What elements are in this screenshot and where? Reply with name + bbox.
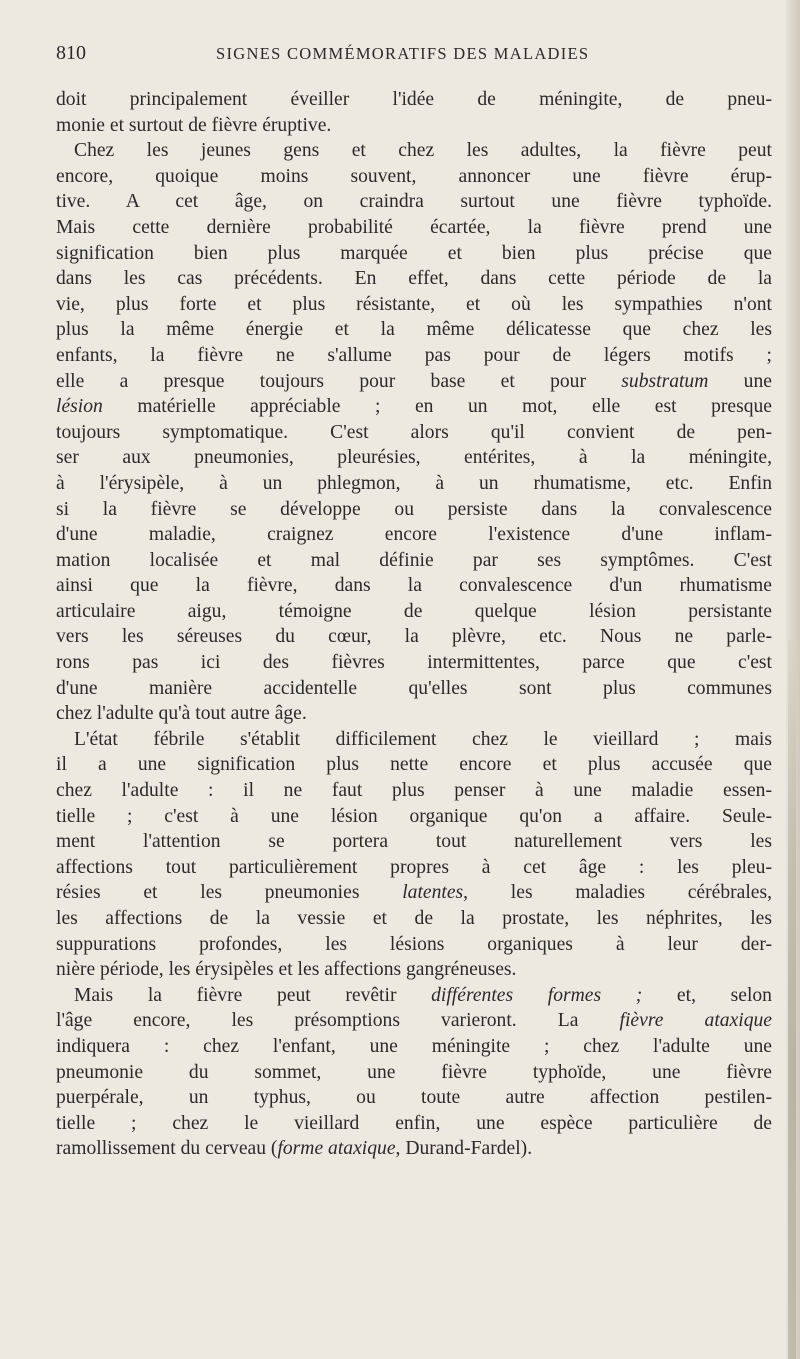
page-edge-shadow — [788, 640, 796, 1359]
text-line — [56, 1008, 772, 1034]
text-line: ser aux pneumonies, pleurésies, entérites, à la méningite, — [56, 447, 772, 469]
italic-term: lésion — [56, 396, 103, 418]
text-segment: elle a presque toujours pour base et pour — [56, 370, 622, 392]
text-segment: ramollissement du cerveau ( — [56, 1138, 278, 1160]
running-title: SIGNES COMMÉMORATIFS DES MALADIES — [216, 44, 590, 63]
page-number: 810 — [56, 42, 86, 64]
italic-term: substratum — [621, 370, 709, 392]
text-line: plus la même énergie et la même délicatesse que chez les — [56, 319, 772, 341]
italic-term: forme ataxique — [277, 1138, 396, 1160]
text-line: tielle ; chez le vieillard enfin, une espèce particulière de — [56, 1112, 772, 1134]
text-line: ment l'attention se portera tout naturellement vers les — [56, 831, 772, 853]
text-line — [56, 394, 772, 420]
text-line: si la fièvre se développe ou persiste dans la convalescence — [56, 498, 772, 520]
text-segment: résies et les pneumonies — [56, 882, 403, 904]
text-segment: , Durand-Fardel). — [395, 1138, 533, 1160]
text-line: articulaire aigu, témoigne de quelque lésion persistante — [56, 600, 772, 622]
text-line: tielle ; c'est à une lésion organique qu'on a affaire. Seule- — [56, 805, 772, 827]
text-line: enfants, la fièvre ne s'allume pas pour de légers motifs ; — [56, 344, 772, 366]
text-line: vie, plus forte et plus résistante, et où les sympathies n'ont — [56, 293, 772, 315]
text-line: Mais cette dernière probabilité écartée, la fièvre prend une — [56, 216, 772, 238]
body-text — [56, 87, 772, 1162]
text-line — [56, 983, 772, 1009]
text-line: L'état fébrile s'établit difficilement chez le vieillard ; mais — [74, 728, 772, 750]
text-line: tive. A cet âge, on craindra surtout une fièvre typhoïde. — [56, 191, 772, 213]
text-line: chez l'adulte qu'à tout autre âge. — [56, 703, 307, 725]
text-line: pneumonie du sommet, une fièvre typhoïde, une fièvre — [56, 1061, 772, 1083]
text-line: doit principalement éveiller l'idée de méningite, de pneu- — [56, 89, 772, 110]
text-line: affections tout particulièrement propres à cet âge : les pleu- — [56, 856, 772, 878]
text-line: encore, quoique moins souvent, annoncer une fièvre érup- — [56, 165, 772, 187]
text-line: Chez les jeunes gens et chez les adultes, la fièvre peut — [74, 140, 772, 162]
text-line: dans les cas précédents. En effet, dans cette période de la — [56, 268, 772, 290]
text-line: rons pas ici des fièvres intermittentes, parce que c'est — [56, 652, 772, 674]
italic-term: latentes — [402, 882, 464, 904]
text-line: signification bien plus marquée et bien plus précise que — [56, 242, 772, 264]
text-segment: une — [708, 370, 772, 392]
text-line: monie et surtout de fièvre éruptive. — [56, 114, 332, 136]
text-line: vers les séreuses du cœur, la plèvre, etc. Nous ne parle- — [56, 626, 772, 648]
text-segment: , les maladies cérébrales, — [463, 882, 772, 904]
text-line: à l'érysipèle, à un phlegmon, à un rhumatisme, etc. Enfin — [56, 472, 772, 494]
text-line — [56, 880, 772, 906]
text-line: indiquera : chez l'enfant, une méningite ; chez l'adulte une — [56, 1035, 772, 1057]
text-line — [56, 1136, 772, 1162]
text-line: toujours symptomatique. C'est alors qu'il convient de pen- — [56, 421, 772, 443]
italic-term: fièvre ataxique — [619, 1010, 772, 1032]
text-segment: Mais la fièvre peut revêtir — [74, 984, 432, 1006]
italic-term: différentes formes ; — [431, 984, 643, 1006]
text-line: chez l'adulte : il ne faut plus penser à une maladie essen- — [56, 780, 772, 802]
text-line: d'une manière accidentelle qu'elles sont plus communes — [56, 677, 772, 699]
text-line: puerpérale, un typhus, ou toute autre affection pestilen- — [56, 1087, 772, 1109]
text-line: ainsi que la fièvre, dans la convalescence d'un rhumatisme — [56, 575, 772, 597]
text-line: suppurations profondes, les lésions organiques à leur der- — [56, 933, 772, 955]
text-line: il a une signification plus nette encore et plus accusée que — [56, 754, 772, 776]
text-line: les affections de la vessie et de la prostate, les néphrites, les — [56, 908, 772, 929]
text-line: mation localisée et mal définie par ses symptômes. C'est — [56, 549, 772, 571]
text-segment: l'âge encore, les présomptions varieront. La — [56, 1010, 620, 1032]
text-segment: et, selon — [642, 984, 772, 1006]
text-line — [56, 369, 772, 395]
text-line: d'une maladie, craignez encore l'existence d'une inflam- — [56, 524, 772, 546]
text-segment: matérielle appréciable ; en un mot, elle est presque — [102, 396, 772, 418]
text-line: nière période, les érysipèles et les affections gangréneuses. — [56, 959, 517, 981]
page-header — [52, 42, 792, 82]
